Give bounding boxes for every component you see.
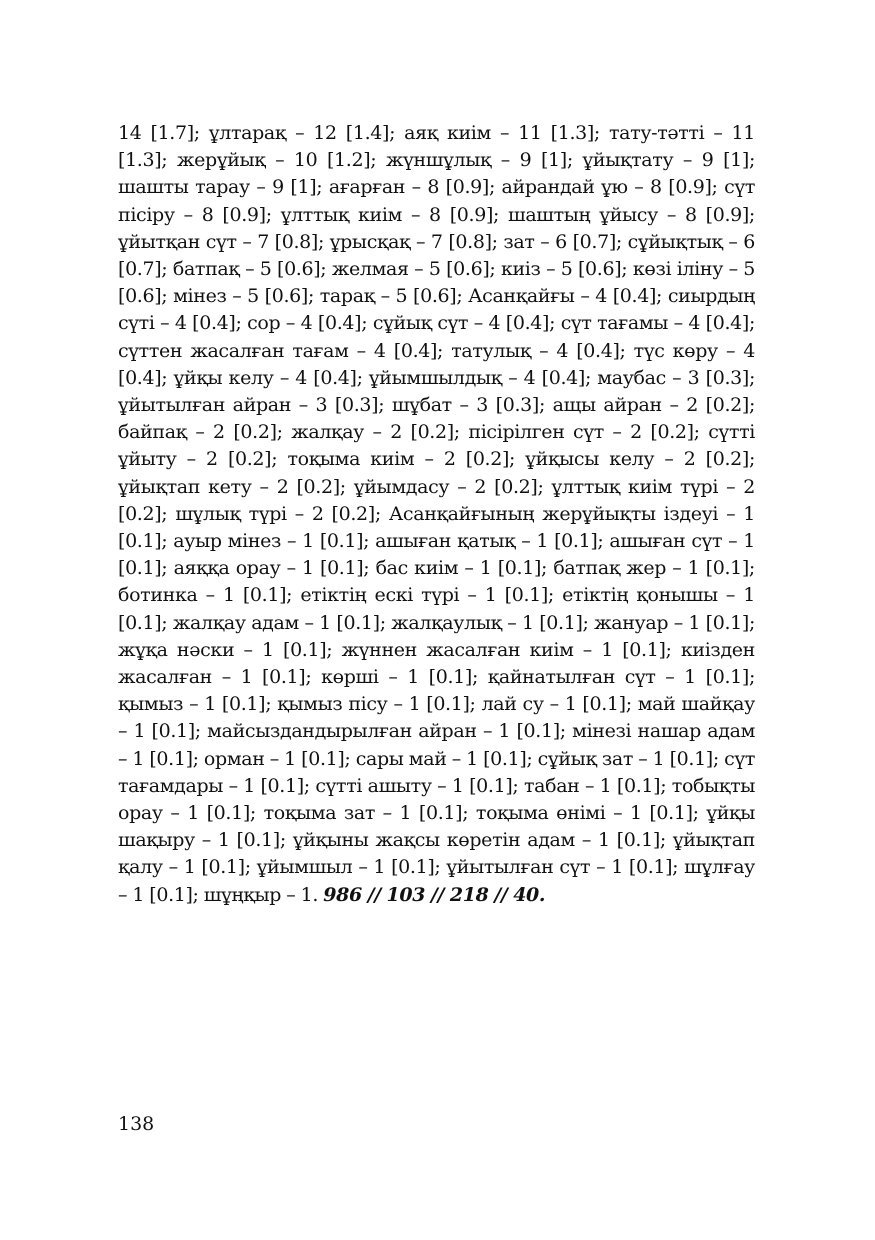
page-number: 138 <box>118 1113 155 1135</box>
association-entries-text: 14 [1.7]; ұлтарақ – 12 [1.4]; аяқ киім – 11 [1.3]; тату-тәтті – 11 [1.3]; жерұйық – 10 [1.2]; жүншұлық – 9 [1]; ұйықтату – 9 [1]; шашты тарау – 9 [1]; ағарған – 8 [0.9]; айрандай ұю – 8 [0.9]; сүт пісіру – 8 [0.9]; ұлттық киім – 8 [0.9]; шаштың ұйысу – 8 [0.9]; ұйытқан сүт – 7 [0.8]; ұрысқақ – 7 [0.8]; зат – 6 [0.7]; сұйықтық – 6 [0.7]; батпақ – 5 [0.6]; желмая – 5 [0.6]; киіз – 5 [0.6]; көзі іліну – 5 [0.6]; мінез – 5 [0.6]; тарақ – 5 [0.6]; Асанқайғы – 4 [0.4]; сиырдың сүті – 4 [0.4]; сор – 4 [0.4]; сұйық сүт – 4 [0.4]; сүт тағамы – 4 [0.4]; сүттен жасалған тағам – 4 [0.4]; татулық – 4 [0.4]; түс көру – 4 [0.4]; ұйқы келу – 4 [0.4]; ұйымшылдық – 4 [0.4]; маубас – 3 [0.3]; ұйытылған айран – 3 [0.3]; шұбат – 3 [0.3]; ащы айран – 2 [0.2]; байпақ – 2 [0.2]; жалқау – 2 [0.2]; пісірілген сүт – 2 [0.2]; сүтті ұйыту – 2 [0.2]; тоқыма киім – 2 [0.2]; ұйқысы келу – 2 [0.2]; ұйықтап кету – 2 [0.2]; ұйымдасу – 2 [0.2]; ұлттық киім түрі – 2 [0.2]; шұлық түрі – 2 [0.2]; Асанқайғының жерұйықты іздеуі – 1 [0.1]; ауыр мінез – 1 [0.1]; ашыған қатық – 1 [0.1]; ашыған сүт – 1 [0.1]; аяққа орау – 1 [0.1]; бас киім – 1 [0.1]; батпақ жер – 1 [0.1]; ботинка – 1 [0.1]; етіктің ескі түрі – 1 [0.1]; етіктің қонышы – 1 [0.1]; жалқау адам – 1 [0.1]; жалқаулық – 1 [0.1]; жануар – 1 [0.1]; жұқа нәски – 1 [0.1]; жүннен жасалған киім – 1 [0.1]; киізден жасалған – 1 [0.1]; көрші – 1 [0.1]; қайнатылған сүт – 1 [0.1]; қымыз – 1 [0.1]; қымыз пісу – 1 [0.1]; лай су – 1 [0.1]; май шайқау – 1 [0.1]; майсыздандырылған айран – 1 [0.1]; мінезі нашар адам – 1 [0.1]; орман – 1 [0.1]; сары май – 1 [0.1]; сұйық зат – 1 [0.1]; сүт тағамдары – 1 [0.1]; сүтті ашыту – 1 [0.1]; табан – 1 [0.1]; тобықты орау – 1 [0.1]; тоқыма зат – 1 [0.1]; тоқыма өнімі – 1 [0.1]; ұйқы шақыру – 1 [0.1]; ұйқыны жақсы көретін адам – 1 [0.1]; ұйықтап қалу – 1 [0.1]; ұйымшыл – 1 [0.1]; ұйытылған сүт – 1 [0.1]; шұлғау – 1 [0.1]; шұңқыр – 1. <box>118 122 755 906</box>
summary-counts: 986 // 103 // 218 // 40. <box>323 883 546 906</box>
association-list-paragraph <box>118 120 755 909</box>
